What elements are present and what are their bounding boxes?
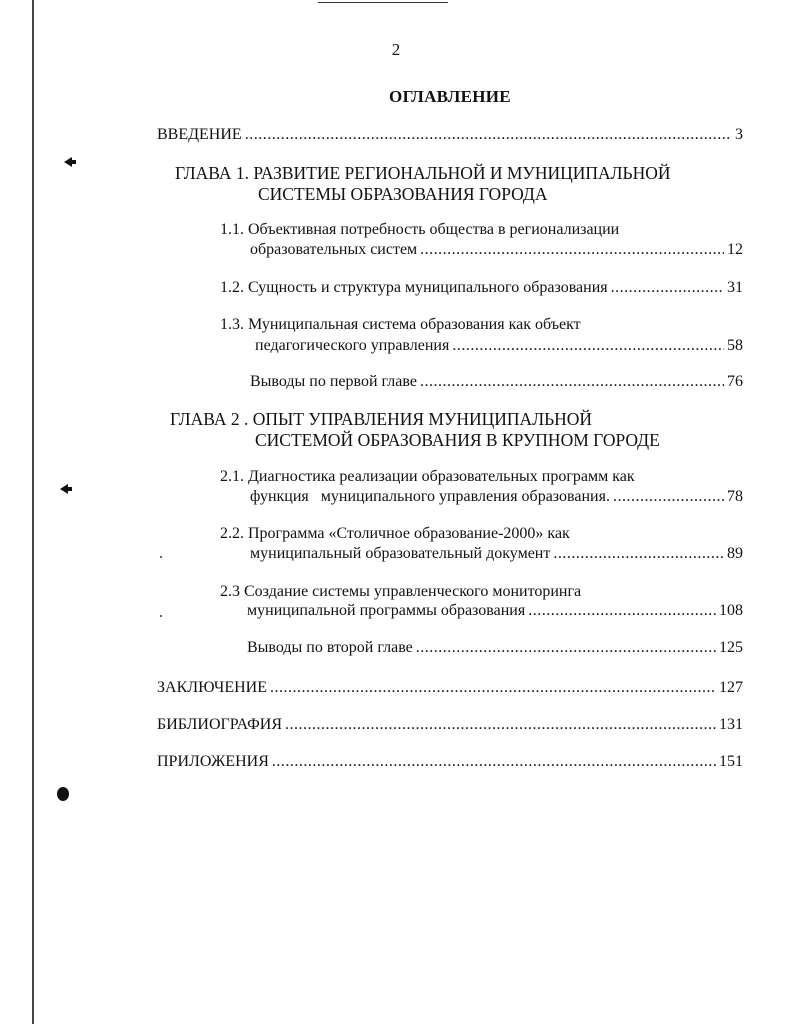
leader-dots	[272, 753, 716, 771]
toc-entry-appendices[interactable]	[157, 753, 743, 771]
scan-margin-line	[32, 0, 34, 1024]
leader-dots	[528, 602, 716, 620]
leader-dots	[270, 679, 716, 697]
toc-page-number: 108	[719, 602, 743, 619]
section-1-3-line1[interactable]: 1.3. Муниципальная система образования как объект	[220, 316, 581, 333]
toc-entry-1-3[interactable]	[255, 337, 743, 355]
toc-entry-title: функция муниципального управления образования.	[250, 488, 610, 505]
binding-hole-icon	[57, 787, 69, 801]
toc-entry-title: образовательных систем	[250, 241, 418, 258]
chapter1-title-line1[interactable]: ГЛАВА 1. РАЗВИТИЕ РЕГИОНАЛЬНОЙ И МУНИЦИПАЛЬНОЙ	[175, 163, 671, 183]
toc-page-number: 89	[727, 545, 743, 562]
leader-dots	[420, 241, 724, 259]
page-title: ОГЛАВЛЕНИЕ	[389, 87, 511, 106]
toc-entry-intro[interactable]	[157, 126, 743, 144]
toc-page-number: 127	[719, 679, 743, 696]
toc-page-number: 58	[727, 337, 743, 354]
leader-dots	[245, 126, 732, 144]
toc-entry-1-2[interactable]	[220, 279, 743, 297]
toc-page-number: 12	[727, 241, 743, 258]
toc-entry-title: Выводы по первой главе	[250, 373, 417, 390]
leader-dots	[611, 279, 724, 297]
toc-entry-title: Выводы по второй главе	[247, 639, 413, 656]
chapter2-title-line2[interactable]: СИСТЕМОЙ ОБРАЗОВАНИЯ В КРУПНОМ ГОРОДЕ	[255, 430, 660, 450]
leader-dots	[285, 716, 716, 734]
scan-speck	[160, 615, 162, 617]
leader-dots	[613, 488, 724, 506]
leader-dots	[416, 639, 716, 657]
chapter1-title-line2[interactable]: СИСТЕМЫ ОБРАЗОВАНИЯ ГОРОДА	[258, 184, 548, 204]
toc-page-number: 78	[727, 488, 743, 505]
toc-entry-title: ВВЕДЕНИЕ	[157, 126, 242, 143]
toc-entry-title: ЗАКЛЮЧЕНИЕ	[157, 679, 267, 696]
toc-page-number: 76	[727, 373, 743, 390]
binding-arrow-icon	[60, 484, 68, 494]
toc-page-number: 3	[735, 126, 743, 143]
toc-entry-bibliography[interactable]	[157, 716, 743, 734]
leader-dots	[420, 373, 724, 391]
section-1-1-line1[interactable]: 1.1. Объективная потребность общества в регионализации	[220, 221, 620, 238]
binding-arrow-icon	[64, 157, 72, 167]
toc-page-number: 31	[727, 279, 743, 296]
section-2-2-line1[interactable]: 2.2. Программа «Столичное образование-2000» как	[220, 525, 570, 542]
leader-dots	[452, 337, 724, 355]
toc-entry-conclusions-1[interactable]	[250, 373, 743, 391]
section-2-3-line1[interactable]: 2.3 Создание системы управленческого мониторинга	[220, 583, 582, 600]
toc-page-number: 131	[719, 716, 743, 733]
section-2-1-line1[interactable]: 2.1. Диагностика реализации образовательных программ как	[220, 468, 635, 485]
toc-page-number: 151	[719, 753, 743, 770]
toc-entry-conclusion[interactable]	[157, 679, 743, 697]
toc-page-number: 125	[719, 639, 743, 656]
toc-entry-title: муниципальный образовательный документ	[250, 545, 551, 562]
chapter2-title-line1[interactable]: ГЛАВА 2 . ОПЫТ УПРАВЛЕНИЯ МУНИЦИПАЛЬНОЙ	[170, 409, 593, 429]
toc-entry-2-1[interactable]	[250, 488, 743, 506]
toc-entry-title: БИБЛИОГРАФИЯ	[157, 716, 283, 733]
scan-speck	[160, 556, 162, 558]
leader-dots	[553, 545, 724, 563]
toc-entry-conclusions-2[interactable]	[247, 639, 743, 657]
toc-entry-2-3[interactable]	[247, 602, 743, 620]
toc-entry-2-2[interactable]	[250, 545, 743, 563]
toc-entry-1-1[interactable]	[250, 241, 743, 259]
toc-entry-title: муниципальной программы образования	[247, 602, 526, 619]
toc-entry-title: педагогического управления	[255, 337, 450, 354]
page-number: 2	[391, 40, 401, 59]
top-rule	[318, 2, 448, 3]
toc-entry-title: ПРИЛОЖЕНИЯ	[157, 753, 269, 770]
toc-entry-title: 1.2. Сущность и структура муниципального образования	[220, 279, 608, 296]
